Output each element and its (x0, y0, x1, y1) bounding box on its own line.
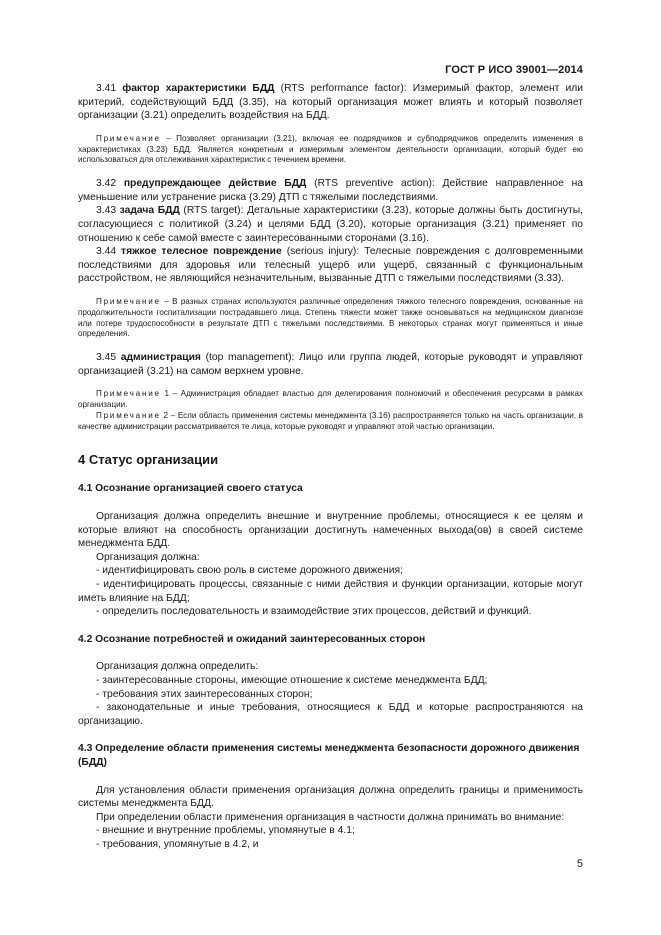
note-3-45-2: Примечание 2 – Если область применения системы менеджмента (3.16) распространяется только на часть организации, в качестве администрации рассматривается те лица, которые руководят и управляют этой частью организации. (78, 410, 583, 431)
note-3-45-1: Примечание 1 – Администрация обладает властью для делегирования полномочий и обеспечения ресурсами в рамках организации. (78, 389, 583, 410)
list-item: - требования, упомянутые в 4.2, и (96, 838, 259, 850)
term-title: задача БДД (119, 205, 180, 217)
term-title: тяжкое телесное повреждение (121, 246, 282, 258)
note-label: Примечание (96, 133, 161, 143)
term-title: предупреждающее действие БДД (123, 178, 307, 190)
section-4-3-title: 4.3 Определение области применения системы менеджмента безопасности дорожного движения (БДД) (78, 743, 580, 768)
list-item: - требования этих заинтересованных сторон; (96, 688, 313, 700)
list-item: - законодательные и иные требования, относящиеся к БДД и которые распространяются на организацию. (78, 702, 583, 727)
section-4-title: 4 Статус организации (78, 452, 219, 468)
paragraph: Организация должна: (96, 551, 200, 563)
section-4-1-title: 4.1 Осознание организацией своего статуса (78, 483, 303, 495)
document-header: ГОСТ Р ИСО 39001—2014 (445, 64, 583, 76)
list-item: - идентифицировать процессы, связанные с ними действия и функции организации, которые могут иметь влияние на БДД; (78, 579, 583, 604)
list-item: - идентифицировать свою роль в системе дорожного движения; (96, 565, 403, 577)
paragraph: Организация должна определить: (96, 661, 259, 673)
note-3-44: Примечание – В разных странах используются различные определения тяжкого телесного повреждения, основанные на продолжительности госпитализации пострадавшего лица. Степень тяжести может также основываться на медицинском диагнозе или потере трудоспособности в результате ДТП с тяжелыми последствиями. В некоторых странах могут применяться и иные определения. (78, 296, 583, 339)
note-label: Примечание (96, 389, 161, 399)
paragraph: Для установления области применения организация должна определить границы и применимость системы менеджмента БДД. (78, 784, 583, 810)
term-3-42: 3.42 предупреждающее действие БДД (RTS preventive action): Действие направленное на уменьшение или устранение риска (3.29) ДТП с тяжелыми последствиями. (78, 178, 583, 203)
paragraph: При определении области применения организация в частности должна принимать во внимание: (96, 811, 565, 823)
section-4-2 (78, 633, 583, 729)
note-label: Примечание (96, 296, 161, 306)
list-item: - заинтересованные стороны, имеющие отношение к системе менеджмента БДД; (96, 675, 488, 687)
list-item: - определить последовательность и взаимодействие этих процессов, действий и функций. (96, 606, 532, 618)
term-3-44: 3.44 тяжкое телесное повреждение (serious injury): Телесные повреждения с долговременными последствиями для здоровья или телесный ущерб или ущерб, связанный с функциональным расстройством, не являющийся незначительным, вызванные ДТП с тяжелыми последствиями (3.33). (78, 246, 583, 285)
term-title: фактор характеристики БДД (122, 83, 275, 94)
paragraph: Организация должна определить внешние и внутренние проблемы, относящиеся к ее целям и которые влияют на способность организации достигнуть намеченных выхода(ов) в своей системе менеджмента БДД. (78, 511, 583, 550)
list-item: - внешние и внутренние проблемы, упомянутые в 4.1; (96, 825, 355, 837)
note-label: Примечание (96, 410, 161, 420)
term-3-43: 3.43 задача БДД (RTS target): Детальные характеристики (3.23), которые должны быть достигнуты, согласующиеся с политикой (3.24) и целями БДД (3.20), которые организация (3.21) применяет по отношению к себе самой вместе с заинтересованными сторонами (3.16). (78, 205, 583, 244)
section-4-1 (78, 482, 583, 618)
section-4-3 (78, 742, 583, 851)
section-4-2-title: 4.2 Осознание потребностей и ожиданий заинтересованных сторон (78, 633, 426, 645)
page-content (78, 82, 583, 852)
note-3-41: Примечание – Позволяет организации (3.21), включая ее подрядчиков и субподрядчиков определить изменения в характеристиках (3.23) БДД. Является конкретным и измеримым элементом деятельности организации, который будет ею использоваться для отслеживания характеристик с течением времени. (78, 133, 583, 165)
page-number: 5 (576, 858, 583, 870)
term-title: администрация (120, 352, 201, 364)
term-3-41: 3.41 фактор характеристики БДД (RTS performance factor): Измеримый фактор, элемент или критерий, содействующий БДД (3.35), на который организация может влиять и который позволяет организации (3.21) определить воздействия на БДД. (78, 83, 584, 122)
term-3-45: 3.45 администрация (top management): Лицо или группа людей, которые руководят и управляют организацией (3.21) на самом верхнем уровне. (78, 352, 583, 377)
